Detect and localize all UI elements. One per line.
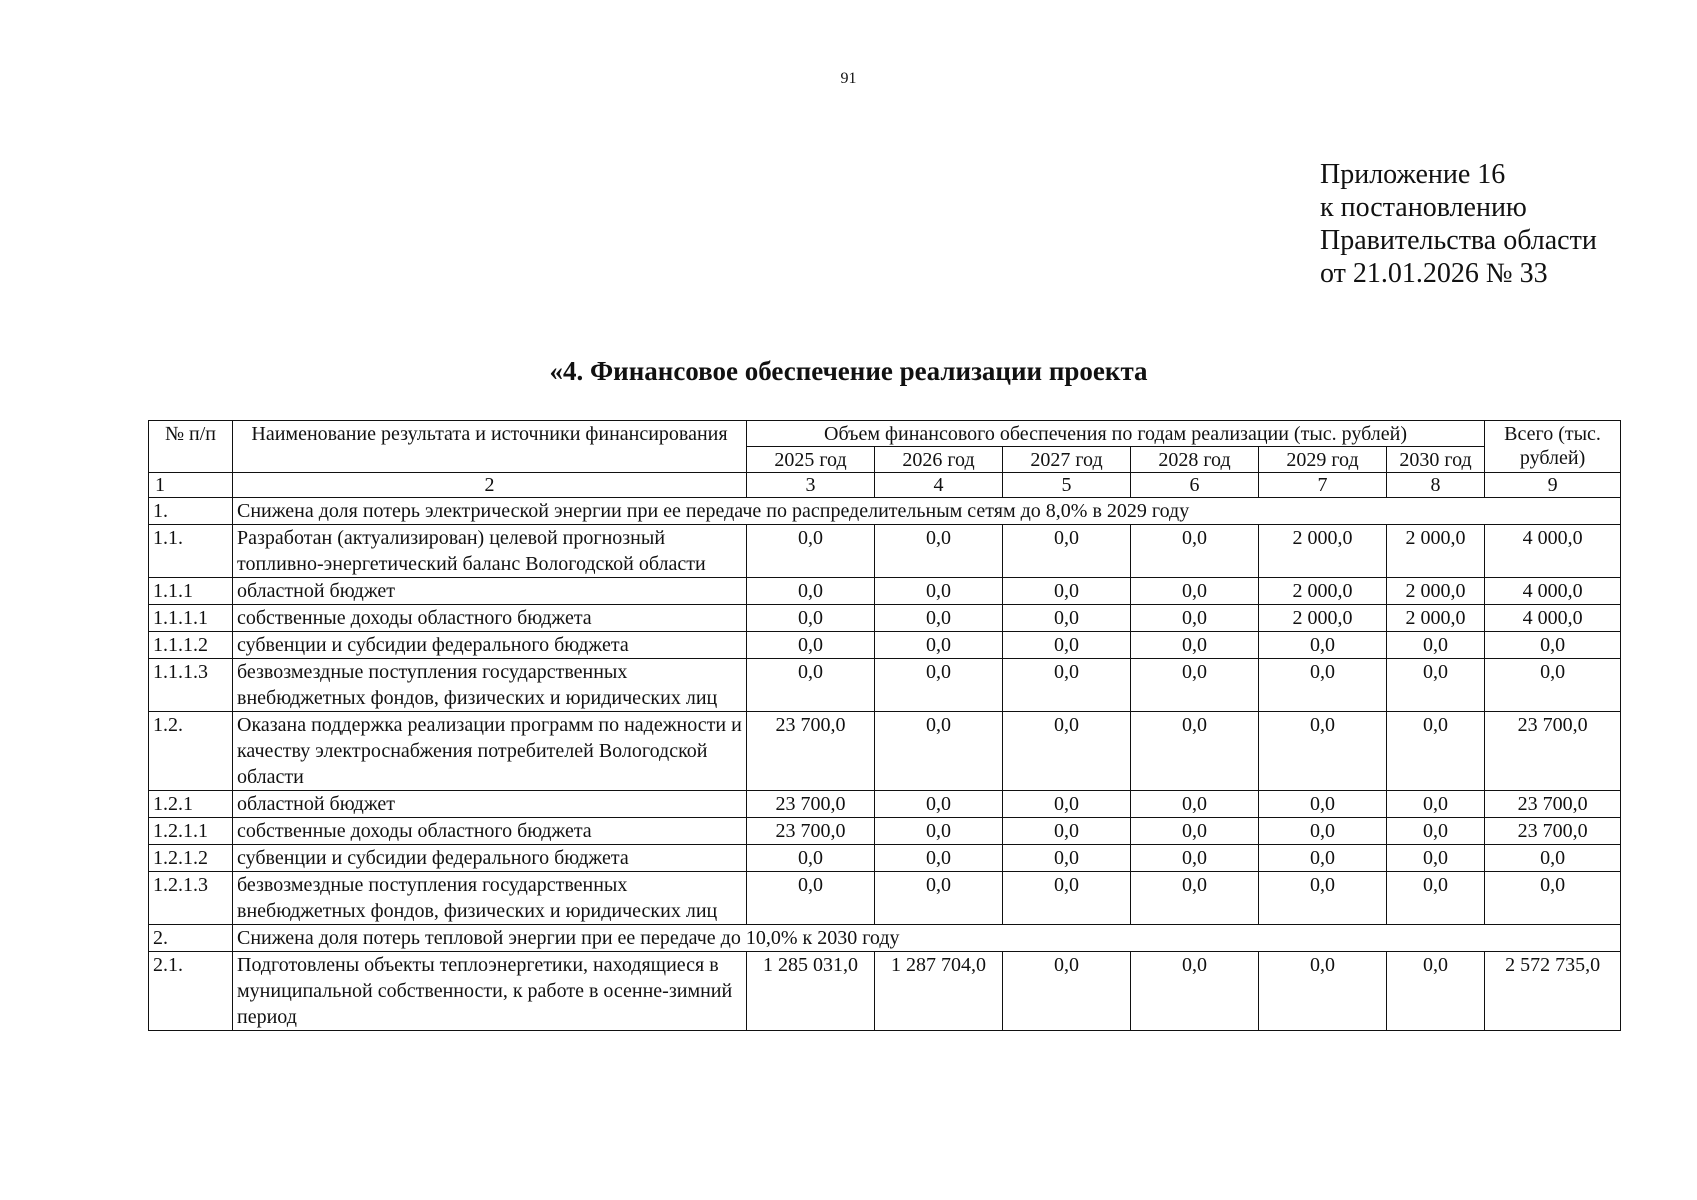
row-year-value: 0,0 (1259, 632, 1387, 659)
row-total-value: 4 000,0 (1485, 605, 1621, 632)
page-number: 91 (840, 70, 857, 87)
row-year-value: 0,0 (1387, 818, 1485, 845)
header-name: Наименование результата и источники финансирования (233, 421, 747, 473)
row-year-value: 0,0 (875, 712, 1003, 791)
row-year-value: 0,0 (875, 791, 1003, 818)
header-year: 2026 год (875, 447, 1003, 473)
row-name: безвозмездные поступления государственных внебюджетных фондов, физических и юридических лиц (233, 872, 747, 925)
row-number: 1.2. (149, 712, 233, 791)
table-row (149, 605, 1621, 632)
row-year-value: 0,0 (747, 578, 875, 605)
row-total-value: 23 700,0 (1485, 712, 1621, 791)
row-year-value: 0,0 (875, 872, 1003, 925)
section-row (149, 925, 1621, 952)
row-year-value: 0,0 (747, 845, 875, 872)
table-row (149, 845, 1621, 872)
row-name: Разработан (актуализирован) целевой прогнозный топливно-энергетический баланс Вологодской области (233, 525, 747, 578)
table-row (149, 791, 1621, 818)
row-year-value: 0,0 (747, 872, 875, 925)
column-number: 4 (875, 473, 1003, 498)
row-year-value: 0,0 (1259, 952, 1387, 1031)
row-name: субвенции и субсидии федерального бюджета (233, 845, 747, 872)
table-row (149, 818, 1621, 845)
table-row (149, 525, 1621, 578)
table-row (149, 872, 1621, 925)
row-year-value: 0,0 (1131, 791, 1259, 818)
row-name: субвенции и субсидии федерального бюджета (233, 632, 747, 659)
row-year-value: 0,0 (1131, 952, 1259, 1031)
row-year-value: 0,0 (747, 525, 875, 578)
row-name: Оказана поддержка реализации программ по надежности и качеству электроснабжения потребителей Вологодской области (233, 712, 747, 791)
row-year-value: 0,0 (1131, 525, 1259, 578)
row-year-value: 2 000,0 (1387, 525, 1485, 578)
appendix-line: Приложение 16 (1320, 159, 1506, 190)
table-row (149, 632, 1621, 659)
header-volume: Объем финансового обеспечения по годам реализации (тыс. рублей) (747, 421, 1485, 447)
row-year-value: 0,0 (1387, 712, 1485, 791)
column-number: 8 (1387, 473, 1485, 498)
row-number: 1.1.1.3 (149, 659, 233, 712)
header-total: Всего (тыс. рублей) (1485, 421, 1621, 473)
row-total-value: 4 000,0 (1485, 578, 1621, 605)
row-year-value: 0,0 (875, 632, 1003, 659)
row-number: 1.1.1.2 (149, 632, 233, 659)
row-year-value: 0,0 (1003, 791, 1131, 818)
row-total-value: 2 572 735,0 (1485, 952, 1621, 1031)
row-year-value: 0,0 (1131, 845, 1259, 872)
row-year-value: 0,0 (1259, 712, 1387, 791)
row-year-value: 0,0 (1131, 659, 1259, 712)
column-number: 2 (233, 473, 747, 498)
row-name: собственные доходы областного бюджета (233, 605, 747, 632)
row-year-value: 0,0 (1131, 632, 1259, 659)
row-year-value: 23 700,0 (747, 818, 875, 845)
column-number: 1 (149, 473, 233, 498)
row-year-value: 0,0 (747, 659, 875, 712)
row-year-value: 1 287 704,0 (875, 952, 1003, 1031)
row-year-value: 0,0 (1131, 605, 1259, 632)
column-numbers-row (149, 473, 1621, 498)
row-year-value: 0,0 (875, 578, 1003, 605)
document-title: «4. Финансовое обеспечение реализации проекта (549, 356, 1148, 386)
header-year: 2030 год (1387, 447, 1485, 473)
row-total-value: 0,0 (1485, 872, 1621, 925)
row-year-value: 0,0 (1003, 659, 1131, 712)
row-year-value: 0,0 (1131, 578, 1259, 605)
row-year-value: 1 285 031,0 (747, 952, 875, 1031)
section-title: Снижена доля потерь тепловой энергии при ее передаче до 10,0% к 2030 году (233, 925, 1621, 952)
table-row (149, 659, 1621, 712)
row-year-value: 0,0 (1387, 872, 1485, 925)
section-title: Снижена доля потерь электрической энергии при ее передаче по распределительным сетям до 8,0% в 2029 году (233, 498, 1621, 525)
row-year-value: 0,0 (1003, 845, 1131, 872)
row-total-value: 4 000,0 (1485, 525, 1621, 578)
row-year-value: 0,0 (1259, 791, 1387, 818)
row-year-value: 23 700,0 (747, 712, 875, 791)
row-number: 2. (149, 925, 233, 952)
row-number: 2.1. (149, 952, 233, 1031)
column-number: 6 (1131, 473, 1259, 498)
row-year-value: 0,0 (875, 525, 1003, 578)
row-year-value: 0,0 (1003, 872, 1131, 925)
row-year-value: 2 000,0 (1387, 605, 1485, 632)
row-year-value: 0,0 (875, 818, 1003, 845)
row-year-value: 0,0 (1003, 578, 1131, 605)
row-number: 1.2.1 (149, 791, 233, 818)
row-year-value: 0,0 (1387, 632, 1485, 659)
row-year-value: 0,0 (1387, 791, 1485, 818)
row-year-value: 2 000,0 (1259, 578, 1387, 605)
table-row (149, 712, 1621, 791)
row-name: собственные доходы областного бюджета (233, 818, 747, 845)
row-number: 1.1. (149, 525, 233, 578)
row-year-value: 0,0 (1131, 712, 1259, 791)
row-year-value: 23 700,0 (747, 791, 875, 818)
appendix-block (1320, 158, 1597, 290)
header-year: 2029 год (1259, 447, 1387, 473)
row-total-value: 23 700,0 (1485, 818, 1621, 845)
row-year-value: 0,0 (1003, 525, 1131, 578)
header-year: 2028 год (1131, 447, 1259, 473)
row-number: 1.1.1.1 (149, 605, 233, 632)
row-year-value: 0,0 (1259, 659, 1387, 712)
row-year-value: 0,0 (1131, 872, 1259, 925)
table-body (149, 473, 1621, 1031)
row-year-value: 0,0 (1387, 845, 1485, 872)
column-number: 5 (1003, 473, 1131, 498)
row-number: 1.2.1.2 (149, 845, 233, 872)
row-year-value: 0,0 (1003, 818, 1131, 845)
appendix-line: от 21.01.2026 № 33 (1320, 258, 1548, 289)
header-year: 2027 год (1003, 447, 1131, 473)
row-year-value: 0,0 (1259, 872, 1387, 925)
row-name: областной бюджет (233, 791, 747, 818)
row-year-value: 2 000,0 (1259, 525, 1387, 578)
row-year-value: 0,0 (875, 845, 1003, 872)
row-number: 1.2.1.3 (149, 872, 233, 925)
table-row (149, 578, 1621, 605)
column-number: 7 (1259, 473, 1387, 498)
header-year: 2025 год (747, 447, 875, 473)
header-num: № п/п (149, 421, 233, 473)
financing-table (148, 420, 1621, 1031)
row-total-value: 0,0 (1485, 659, 1621, 712)
row-year-value: 0,0 (875, 605, 1003, 632)
appendix-line: к постановлению (1320, 192, 1527, 223)
row-year-value: 0,0 (1387, 952, 1485, 1031)
row-year-value: 0,0 (1003, 712, 1131, 791)
row-name: безвозмездные поступления государственных внебюджетных фондов, физических и юридических лиц (233, 659, 747, 712)
appendix-line: Правительства области (1320, 225, 1597, 256)
row-year-value: 2 000,0 (1387, 578, 1485, 605)
row-total-value: 0,0 (1485, 632, 1621, 659)
row-year-value: 0,0 (1259, 845, 1387, 872)
row-name: Подготовлены объекты теплоэнергетики, находящиеся в муниципальной собственности, к работе в осенне-зимний период (233, 952, 747, 1031)
section-row (149, 498, 1621, 525)
row-number: 1.2.1.1 (149, 818, 233, 845)
row-year-value: 0,0 (747, 632, 875, 659)
column-number: 9 (1485, 473, 1621, 498)
row-year-value: 0,0 (1387, 659, 1485, 712)
row-total-value: 23 700,0 (1485, 791, 1621, 818)
row-number: 1. (149, 498, 233, 525)
row-number: 1.1.1 (149, 578, 233, 605)
row-year-value: 0,0 (747, 605, 875, 632)
row-year-value: 0,0 (1003, 605, 1131, 632)
row-year-value: 0,0 (1131, 818, 1259, 845)
row-year-value: 0,0 (1259, 818, 1387, 845)
table-row (149, 952, 1621, 1031)
row-year-value: 0,0 (1003, 952, 1131, 1031)
row-year-value: 0,0 (875, 659, 1003, 712)
row-year-value: 0,0 (1003, 632, 1131, 659)
row-name: областной бюджет (233, 578, 747, 605)
row-year-value: 2 000,0 (1259, 605, 1387, 632)
row-total-value: 0,0 (1485, 845, 1621, 872)
column-number: 3 (747, 473, 875, 498)
